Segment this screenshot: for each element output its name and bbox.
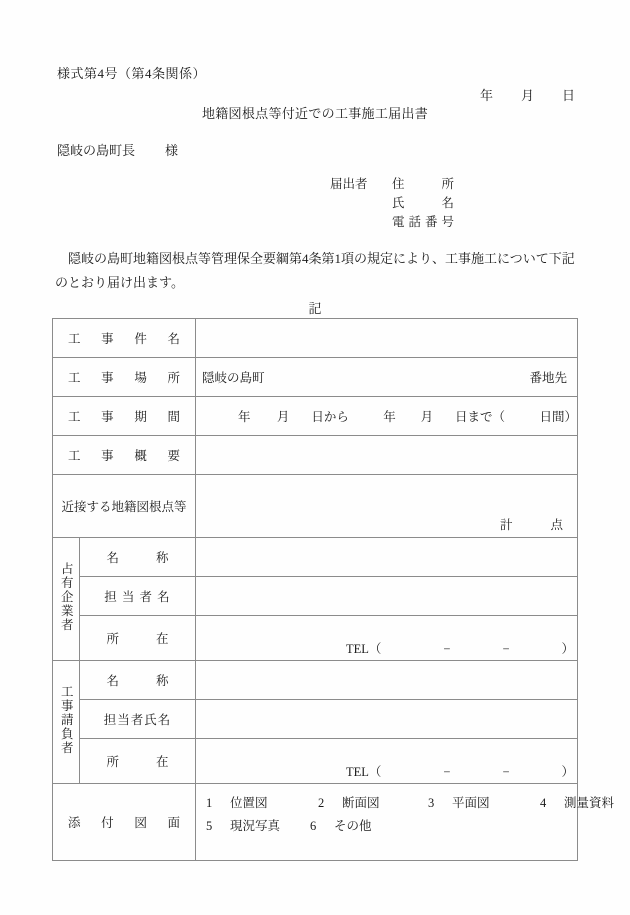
document-title: 地籍図根点等付近での工事施工届出書 (201, 106, 429, 121)
attachments-label-cell (53, 784, 196, 861)
contractor-location-value-cell[interactable] (196, 739, 578, 784)
period-from: 日から (311, 410, 349, 424)
period-year-2: 年 (383, 410, 396, 424)
attachment-label-4: 測量資料 (564, 796, 615, 810)
attachment-number-3: 3 (428, 796, 435, 810)
contractor-tel-dash-1: − (443, 765, 451, 779)
date-year-label: 年 (480, 88, 494, 103)
table-row-attachments (53, 784, 578, 861)
occupier-name-label-cell (80, 538, 196, 577)
attachment-option-3[interactable] (428, 792, 540, 815)
occupier-name-label: 名 称 (106, 551, 169, 565)
attachment-label-5: 現況写真 (230, 819, 281, 833)
contractor-staff-label-cell (80, 700, 196, 739)
outline-value-cell[interactable] (196, 436, 578, 475)
submitter-name-label: 氏 名 (392, 196, 454, 210)
nearby-count-line (196, 515, 577, 537)
submitter-block (330, 175, 454, 232)
attachment-number-4: 4 (540, 796, 547, 810)
submitter-name-row (330, 194, 454, 213)
contractor-staff-label: 担当者氏名 (103, 713, 172, 727)
submitter-address-label: 住 所 (392, 177, 454, 191)
attachment-label-3: 平面図 (452, 796, 490, 810)
attachment-number-1: 1 (206, 796, 213, 810)
project-name-label: 工事件名 (68, 332, 180, 346)
attachment-label-2: 断面図 (342, 796, 380, 810)
outline-label-cell (53, 436, 196, 475)
outline-label: 工事概要 (68, 449, 180, 463)
period-line (196, 407, 577, 425)
nearby-total-label: 計 (499, 518, 513, 532)
occupier-tel-dash-1: − (443, 642, 451, 656)
date-day-label: 日 (561, 88, 575, 103)
period-month-2: 月 (420, 410, 434, 424)
contractor-tel-close: ） (561, 765, 575, 779)
occupier-group-label: 占有企業者 (59, 562, 74, 632)
occupier-name-value-cell[interactable] (196, 538, 578, 577)
occupier-tel-dash-2: − (502, 642, 510, 656)
attachment-label-1: 位置図 (230, 796, 268, 810)
nearby-unit-label: 点 (550, 518, 563, 532)
site-suffix: 番地先 (529, 371, 567, 385)
contractor-tel-label: TEL（ (346, 765, 382, 779)
contractor-tel-dash-2: − (502, 765, 510, 779)
table-row-nearby-points (53, 475, 578, 538)
period-year-1: 年 (238, 410, 251, 424)
attachment-number-2: 2 (318, 796, 325, 810)
table-row-outline (53, 436, 578, 475)
attachments-row-1 (206, 792, 615, 815)
table-row-occupier-staff (53, 577, 578, 616)
ki-marker: 記 (308, 301, 322, 316)
submitter-phone-row (330, 213, 454, 232)
contractor-staff-value-cell[interactable] (196, 700, 578, 739)
nearby-label-cell (53, 475, 196, 538)
attachment-option-1[interactable] (206, 792, 318, 815)
occupier-staff-value-cell[interactable] (196, 577, 578, 616)
occupier-location-value-cell[interactable] (196, 616, 578, 661)
period-to: 日まで（ (455, 410, 506, 424)
project-name-label-cell (53, 319, 196, 358)
table-row-period (53, 397, 578, 436)
addressee (57, 140, 178, 159)
attachment-option-6[interactable] (310, 815, 410, 838)
project-name-value-cell[interactable] (196, 319, 578, 358)
period-days: 日間） (539, 410, 577, 424)
contractor-name-value-cell[interactable] (196, 661, 578, 700)
occupier-staff-label: 担 当 者 名 (104, 590, 171, 604)
occupier-tel-line (196, 639, 577, 660)
attachment-label-6: その他 (334, 819, 372, 833)
occupier-group-label-cell (53, 538, 80, 661)
attachment-number-5: 5 (206, 819, 213, 833)
occupier-tel-label: TEL（ (346, 642, 382, 656)
contractor-location-label-cell (80, 739, 196, 784)
body-paragraph: 隠岐の島町地籍図根点等管理保全要綱第4条第1項の規定により、工事施工について下記のとおり届け出ます。 (55, 251, 575, 290)
contractor-location-label: 所 在 (106, 755, 169, 769)
attachments-label: 添付図面 (68, 816, 180, 830)
table-row-contractor-staff (53, 700, 578, 739)
site-label: 工事場所 (68, 371, 180, 385)
contractor-name-label: 名 称 (106, 674, 169, 688)
occupier-location-label-cell (80, 616, 196, 661)
attachment-number-6: 6 (310, 819, 317, 833)
table-row-site (53, 358, 578, 397)
attachments-value-cell[interactable] (196, 784, 615, 861)
contractor-name-label-cell (80, 661, 196, 700)
form-number: 様式第4号（第4条関係） (57, 66, 207, 81)
occupier-tel-close: ） (561, 642, 575, 656)
nearby-value-cell[interactable] (196, 475, 578, 538)
form-table (52, 318, 615, 861)
date-line (480, 85, 575, 104)
date-month-label: 月 (520, 88, 534, 103)
table-row-occupier-name (53, 538, 578, 577)
site-prefix: 隠岐の島町 (202, 371, 265, 385)
table-row-contractor-location (53, 739, 578, 784)
period-label-cell (53, 397, 196, 436)
period-label: 工事期間 (68, 410, 180, 424)
attachments-row-2 (206, 815, 577, 838)
submitter-phone-label: 電話番号 (392, 215, 454, 229)
contractor-group-label-cell (53, 661, 80, 784)
table-row-project-name (53, 319, 578, 358)
occupier-location-label: 所 在 (106, 632, 169, 646)
submitter-lead-label: 届出者 (330, 177, 368, 191)
attachments-list (196, 784, 615, 852)
contractor-group-label: 工事請負者 (59, 685, 74, 755)
submitter-address-row (330, 175, 454, 194)
period-value-cell[interactable] (196, 397, 578, 436)
addressee-name: 隠岐の島町長 (57, 143, 136, 158)
attachment-option-4[interactable] (540, 792, 630, 815)
addressee-honorific: 様 (165, 143, 179, 158)
period-month-1: 月 (276, 410, 290, 424)
site-value-line (196, 368, 577, 386)
site-label-cell (53, 358, 196, 397)
table-row-contractor-name (53, 661, 578, 700)
attachment-option-5[interactable] (206, 815, 310, 838)
contractor-tel-line (196, 762, 577, 783)
site-value-cell[interactable] (196, 358, 578, 397)
occupier-staff-label-cell (80, 577, 196, 616)
attachment-option-2[interactable] (318, 792, 428, 815)
nearby-label: 近接する地籍図根点等 (61, 500, 187, 514)
table-row-occupier-location (53, 616, 578, 661)
